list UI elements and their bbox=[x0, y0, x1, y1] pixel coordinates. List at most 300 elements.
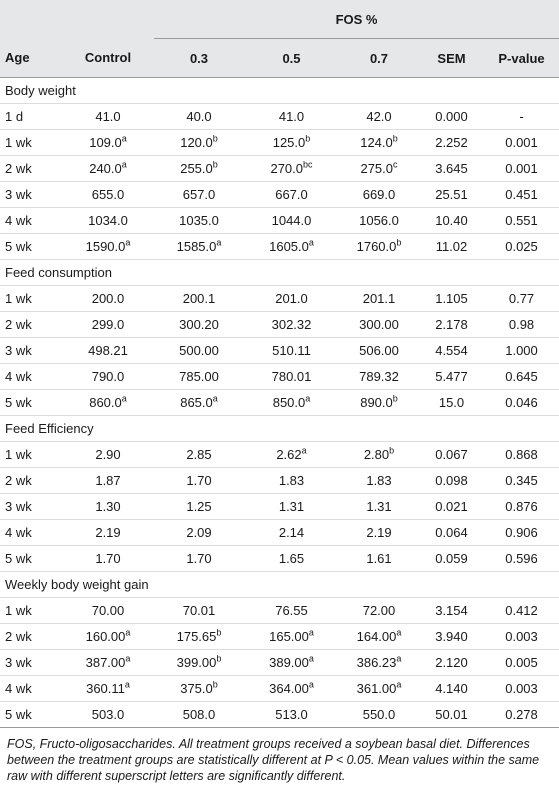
header-spacer bbox=[62, 0, 154, 39]
value-cell bbox=[244, 546, 339, 572]
col-header-sem: SEM bbox=[419, 39, 484, 78]
significance-superscript: a bbox=[396, 627, 402, 638]
cell-value: 785.00 bbox=[179, 369, 219, 384]
sem-cell: 2.120 bbox=[419, 650, 484, 676]
value-cell bbox=[244, 130, 339, 156]
value-cell bbox=[62, 494, 154, 520]
cell-value: 270.0 bbox=[270, 161, 304, 176]
value-cell bbox=[244, 390, 339, 416]
p-value-cell: 0.906 bbox=[484, 520, 559, 546]
table-row bbox=[0, 676, 559, 702]
cell-value: 508.0 bbox=[182, 707, 216, 722]
value-cell bbox=[154, 208, 244, 234]
age-cell: 1 d bbox=[0, 104, 62, 130]
significance-superscript: a bbox=[125, 627, 131, 638]
cell-value: 2.85 bbox=[186, 447, 212, 462]
significance-superscript: a bbox=[125, 237, 131, 248]
cell-value: 1056.0 bbox=[359, 213, 399, 228]
cell-value: 860.0 bbox=[89, 395, 122, 410]
cell-value: 200.0 bbox=[91, 291, 125, 306]
age-cell: 3 wk bbox=[0, 182, 62, 208]
col-header-age: Age bbox=[0, 39, 62, 78]
value-cell bbox=[62, 546, 154, 572]
significance-superscript: a bbox=[396, 679, 402, 690]
sem-cell: 5.477 bbox=[419, 364, 484, 390]
value-cell bbox=[62, 182, 154, 208]
significance-superscript: a bbox=[305, 393, 311, 404]
value-cell bbox=[154, 624, 244, 650]
p-value-cell: 0.77 bbox=[484, 286, 559, 312]
value-cell bbox=[244, 338, 339, 364]
value-cell bbox=[244, 624, 339, 650]
age-cell: 1 wk bbox=[0, 598, 62, 624]
significance-superscript: b bbox=[212, 133, 218, 144]
cell-value: 165.00 bbox=[269, 629, 309, 644]
cell-value: 164.00 bbox=[356, 629, 397, 644]
value-cell bbox=[62, 598, 154, 624]
cell-value: 2.62 bbox=[276, 447, 302, 462]
value-cell bbox=[339, 546, 419, 572]
cell-value: 667.0 bbox=[275, 187, 308, 202]
significance-superscript: a bbox=[308, 653, 314, 664]
cell-value: 655.0 bbox=[91, 187, 125, 202]
cell-value: 41.0 bbox=[278, 109, 305, 124]
value-cell bbox=[244, 676, 339, 702]
sem-cell: 0.059 bbox=[419, 546, 484, 572]
section-title: Weekly body weight gain bbox=[0, 572, 559, 598]
cell-value: 160.00 bbox=[85, 629, 126, 644]
value-cell bbox=[244, 312, 339, 338]
cell-value: 70.01 bbox=[182, 603, 216, 618]
sem-cell: 0.000 bbox=[419, 104, 484, 130]
cell-value: 1.70 bbox=[186, 473, 212, 488]
value-cell bbox=[244, 442, 339, 468]
cell-value: 506.00 bbox=[359, 343, 399, 358]
cell-value: 275.0 bbox=[360, 161, 394, 176]
cell-value: 299.0 bbox=[91, 317, 125, 332]
significance-superscript: b bbox=[216, 653, 222, 664]
table-row bbox=[0, 468, 559, 494]
value-cell bbox=[154, 650, 244, 676]
value-cell bbox=[62, 338, 154, 364]
value-cell bbox=[244, 156, 339, 182]
p-value-cell: - bbox=[484, 104, 559, 130]
table-row bbox=[0, 520, 559, 546]
significance-superscript: b bbox=[396, 237, 402, 248]
significance-superscript: b bbox=[212, 159, 218, 170]
p-value-cell: 0.003 bbox=[484, 624, 559, 650]
table-row bbox=[0, 702, 559, 728]
cell-value: 2.19 bbox=[366, 525, 392, 540]
cell-value: 1035.0 bbox=[179, 213, 219, 228]
significance-superscript: a bbox=[308, 627, 314, 638]
sem-cell: 4.140 bbox=[419, 676, 484, 702]
cell-value: 1.25 bbox=[186, 499, 212, 514]
age-cell: 5 wk bbox=[0, 234, 62, 260]
age-cell: 2 wk bbox=[0, 624, 62, 650]
significance-superscript: a bbox=[216, 237, 222, 248]
value-cell bbox=[154, 390, 244, 416]
table-row bbox=[0, 208, 559, 234]
table-row bbox=[0, 546, 559, 572]
cell-value: 1.65 bbox=[278, 551, 305, 566]
table-row bbox=[0, 338, 559, 364]
sem-cell: 10.40 bbox=[419, 208, 484, 234]
p-value-cell: 0.046 bbox=[484, 390, 559, 416]
cell-value: 2.19 bbox=[95, 525, 121, 540]
value-cell bbox=[244, 598, 339, 624]
cell-value: 109.0 bbox=[89, 135, 122, 150]
sem-cell: 0.098 bbox=[419, 468, 484, 494]
value-cell bbox=[244, 104, 339, 130]
value-cell bbox=[339, 624, 419, 650]
age-cell: 1 wk bbox=[0, 130, 62, 156]
group-header-row bbox=[0, 0, 559, 39]
value-cell bbox=[339, 338, 419, 364]
cell-value: 255.0 bbox=[180, 161, 213, 176]
sem-cell: 15.0 bbox=[419, 390, 484, 416]
cell-value: 1.61 bbox=[366, 551, 392, 566]
value-cell bbox=[154, 702, 244, 728]
cell-value: 1034.0 bbox=[88, 213, 128, 228]
value-cell bbox=[339, 156, 419, 182]
p-value-cell: 0.345 bbox=[484, 468, 559, 494]
value-cell bbox=[154, 494, 244, 520]
value-cell bbox=[154, 520, 244, 546]
value-cell bbox=[154, 156, 244, 182]
significance-superscript: b bbox=[305, 133, 311, 144]
cell-value: 498.21 bbox=[88, 343, 128, 358]
cell-value: 125.0 bbox=[272, 135, 306, 150]
cell-value: 72.00 bbox=[362, 603, 396, 618]
value-cell bbox=[154, 338, 244, 364]
p-value-cell: 0.868 bbox=[484, 442, 559, 468]
significance-superscript: a bbox=[308, 237, 314, 248]
age-cell: 5 wk bbox=[0, 702, 62, 728]
age-cell: 4 wk bbox=[0, 676, 62, 702]
cell-value: 361.00 bbox=[356, 681, 397, 696]
cell-value: 201.1 bbox=[362, 291, 396, 306]
cell-value: 124.0 bbox=[360, 135, 393, 150]
section-header-row bbox=[0, 78, 559, 104]
col-header-p-value: P-value bbox=[484, 39, 559, 78]
cell-value: 2.09 bbox=[186, 525, 212, 540]
significance-superscript: a bbox=[124, 679, 130, 690]
sem-cell: 0.064 bbox=[419, 520, 484, 546]
significance-superscript: a bbox=[308, 679, 314, 690]
significance-superscript: bc bbox=[303, 159, 313, 170]
cell-value: 1.83 bbox=[278, 473, 305, 488]
p-value-cell: 0.451 bbox=[484, 182, 559, 208]
cell-value: 657.0 bbox=[182, 187, 216, 202]
col-header-0-5: 0.5 bbox=[244, 39, 339, 78]
section-title: Feed consumption bbox=[0, 260, 559, 286]
cell-value: 302.32 bbox=[271, 317, 312, 332]
value-cell bbox=[154, 234, 244, 260]
section-title: Body weight bbox=[0, 78, 559, 104]
section-title: Feed Efficiency bbox=[0, 416, 559, 442]
cell-value: 865.0 bbox=[180, 395, 213, 410]
value-cell bbox=[339, 364, 419, 390]
value-cell bbox=[62, 208, 154, 234]
table-row bbox=[0, 156, 559, 182]
sem-cell: 2.178 bbox=[419, 312, 484, 338]
p-value-cell: 0.001 bbox=[484, 156, 559, 182]
value-cell bbox=[339, 390, 419, 416]
age-cell: 5 wk bbox=[0, 390, 62, 416]
sem-cell: 3.645 bbox=[419, 156, 484, 182]
cell-value: 1585.0 bbox=[176, 239, 217, 254]
value-cell bbox=[62, 624, 154, 650]
header-spacer bbox=[0, 0, 62, 39]
value-cell bbox=[62, 650, 154, 676]
table-row bbox=[0, 312, 559, 338]
cell-value: 389.00 bbox=[269, 655, 309, 670]
table-body bbox=[0, 78, 559, 728]
value-cell bbox=[339, 650, 419, 676]
value-cell bbox=[62, 702, 154, 728]
value-cell bbox=[62, 130, 154, 156]
cell-value: 360.11 bbox=[86, 681, 125, 696]
value-cell bbox=[244, 650, 339, 676]
table-row bbox=[0, 130, 559, 156]
value-cell bbox=[244, 364, 339, 390]
significance-superscript: a bbox=[121, 159, 127, 170]
cell-value: 364.00 bbox=[269, 681, 309, 696]
cell-value: 2.80 bbox=[363, 447, 390, 462]
value-cell bbox=[244, 494, 339, 520]
cell-value: 201.0 bbox=[275, 291, 308, 306]
value-cell bbox=[154, 546, 244, 572]
significance-superscript: b bbox=[212, 679, 218, 690]
significance-superscript: a bbox=[125, 653, 131, 664]
value-cell bbox=[154, 468, 244, 494]
p-value-cell: 0.025 bbox=[484, 234, 559, 260]
column-header-row bbox=[0, 39, 559, 78]
value-cell bbox=[339, 312, 419, 338]
table-row bbox=[0, 442, 559, 468]
value-cell bbox=[62, 104, 154, 130]
cell-value: 890.0 bbox=[360, 395, 393, 410]
p-value-cell: 0.551 bbox=[484, 208, 559, 234]
sem-cell: 3.154 bbox=[419, 598, 484, 624]
sem-cell: 3.940 bbox=[419, 624, 484, 650]
sem-cell: 50.01 bbox=[419, 702, 484, 728]
p-value-cell: 1.000 bbox=[484, 338, 559, 364]
cell-value: 300.00 bbox=[359, 317, 399, 332]
value-cell bbox=[339, 234, 419, 260]
cell-value: 386.23 bbox=[356, 655, 397, 670]
value-cell bbox=[154, 104, 244, 130]
table-row bbox=[0, 234, 559, 260]
cell-value: 1760.0 bbox=[356, 239, 397, 254]
cell-value: 510.11 bbox=[272, 343, 311, 358]
cell-value: 1.31 bbox=[366, 499, 392, 514]
age-cell: 4 wk bbox=[0, 364, 62, 390]
age-cell: 2 wk bbox=[0, 156, 62, 182]
value-cell bbox=[154, 182, 244, 208]
value-cell bbox=[62, 442, 154, 468]
value-cell bbox=[339, 104, 419, 130]
sem-cell: 4.554 bbox=[419, 338, 484, 364]
table-footnote: FOS, Fructo-oligosaccharides. All treatment groups received a soybean basal diet. Differences between the treatment groups are statistically different at P < 0.05. Mean values within the same raw with different superscript letters are significantly different. bbox=[7, 737, 540, 783]
cell-value: 300.20 bbox=[179, 317, 219, 332]
section-header-row bbox=[0, 416, 559, 442]
table-row bbox=[0, 182, 559, 208]
p-value-cell: 0.412 bbox=[484, 598, 559, 624]
cell-value: 1.30 bbox=[95, 499, 121, 514]
significance-superscript: a bbox=[121, 133, 127, 144]
cell-value: 200.1 bbox=[182, 291, 216, 306]
value-cell bbox=[339, 286, 419, 312]
age-cell: 3 wk bbox=[0, 650, 62, 676]
significance-superscript: b bbox=[216, 627, 222, 638]
cell-value: 76.55 bbox=[275, 603, 308, 618]
table-row bbox=[0, 390, 559, 416]
p-value-cell: 0.005 bbox=[484, 650, 559, 676]
cell-value: 1605.0 bbox=[269, 239, 309, 254]
age-cell: 5 wk bbox=[0, 546, 62, 572]
col-header-0-7: 0.7 bbox=[339, 39, 419, 78]
cell-value: 790.0 bbox=[91, 369, 125, 384]
age-cell: 1 wk bbox=[0, 286, 62, 312]
table-row bbox=[0, 286, 559, 312]
value-cell bbox=[62, 234, 154, 260]
age-cell: 1 wk bbox=[0, 442, 62, 468]
value-cell bbox=[339, 598, 419, 624]
value-cell bbox=[154, 598, 244, 624]
significance-superscript: b bbox=[392, 393, 398, 404]
value-cell bbox=[339, 442, 419, 468]
significance-superscript: a bbox=[121, 393, 127, 404]
value-cell bbox=[154, 676, 244, 702]
age-cell: 4 wk bbox=[0, 208, 62, 234]
table-row bbox=[0, 598, 559, 624]
value-cell bbox=[244, 286, 339, 312]
cell-value: 550.0 bbox=[362, 707, 396, 722]
value-cell bbox=[62, 286, 154, 312]
p-value-cell: 0.278 bbox=[484, 702, 559, 728]
table-row bbox=[0, 494, 559, 520]
cell-value: 387.00 bbox=[85, 655, 126, 670]
value-cell bbox=[339, 676, 419, 702]
value-cell bbox=[62, 390, 154, 416]
p-value-cell: 0.876 bbox=[484, 494, 559, 520]
significance-superscript: a bbox=[396, 653, 402, 664]
table-row bbox=[0, 104, 559, 130]
value-cell bbox=[244, 520, 339, 546]
significance-superscript: c bbox=[393, 159, 398, 170]
value-cell bbox=[154, 442, 244, 468]
sem-cell: 0.021 bbox=[419, 494, 484, 520]
age-cell: 4 wk bbox=[0, 520, 62, 546]
cell-value: 2.14 bbox=[278, 525, 305, 540]
cell-value: 1.70 bbox=[186, 551, 212, 566]
value-cell bbox=[339, 208, 419, 234]
p-value-cell: 0.596 bbox=[484, 546, 559, 572]
value-cell bbox=[339, 520, 419, 546]
cell-value: 70.00 bbox=[91, 603, 125, 618]
value-cell bbox=[62, 676, 154, 702]
value-cell bbox=[244, 208, 339, 234]
cell-value: 1.31 bbox=[278, 499, 305, 514]
cell-value: 1.83 bbox=[366, 473, 392, 488]
p-value-cell: 0.001 bbox=[484, 130, 559, 156]
cell-value: 375.0 bbox=[180, 681, 213, 696]
sem-cell: 11.02 bbox=[419, 234, 484, 260]
value-cell bbox=[62, 468, 154, 494]
table-row bbox=[0, 624, 559, 650]
cell-value: 240.0 bbox=[89, 161, 122, 176]
cell-value: 789.32 bbox=[359, 369, 399, 384]
age-cell: 2 wk bbox=[0, 312, 62, 338]
significance-superscript: b bbox=[392, 133, 398, 144]
cell-value: 399.00 bbox=[176, 655, 217, 670]
significance-superscript: a bbox=[301, 445, 307, 456]
value-cell bbox=[154, 286, 244, 312]
value-cell bbox=[339, 494, 419, 520]
cell-value: 1590.0 bbox=[85, 239, 126, 254]
cell-value: 1.70 bbox=[95, 551, 121, 566]
sem-cell: 25.51 bbox=[419, 182, 484, 208]
section-header-row bbox=[0, 572, 559, 598]
cell-value: 669.0 bbox=[362, 187, 396, 202]
value-cell bbox=[339, 468, 419, 494]
significance-superscript: a bbox=[212, 393, 218, 404]
cell-value: 513.0 bbox=[275, 707, 308, 722]
table-row bbox=[0, 650, 559, 676]
age-cell: 2 wk bbox=[0, 468, 62, 494]
value-cell bbox=[62, 312, 154, 338]
table-row bbox=[0, 364, 559, 390]
value-cell bbox=[339, 130, 419, 156]
col-header-control: Control bbox=[62, 39, 154, 78]
value-cell bbox=[339, 182, 419, 208]
value-cell bbox=[154, 130, 244, 156]
section-header-row bbox=[0, 260, 559, 286]
value-cell bbox=[154, 312, 244, 338]
age-cell: 3 wk bbox=[0, 494, 62, 520]
col-header-0-3: 0.3 bbox=[154, 39, 244, 78]
cell-value: 1.87 bbox=[95, 473, 121, 488]
p-value-cell: 0.98 bbox=[484, 312, 559, 338]
cell-value: 780.01 bbox=[271, 369, 312, 384]
cell-value: 500.00 bbox=[179, 343, 219, 358]
sem-cell: 1.105 bbox=[419, 286, 484, 312]
cell-value: 42.0 bbox=[366, 109, 392, 124]
value-cell bbox=[244, 234, 339, 260]
significance-superscript: b bbox=[389, 445, 395, 456]
value-cell bbox=[62, 520, 154, 546]
value-cell bbox=[62, 156, 154, 182]
cell-value: 41.0 bbox=[95, 109, 121, 124]
cell-value: 850.0 bbox=[272, 395, 306, 410]
cell-value: 120.0 bbox=[180, 135, 213, 150]
cell-value: 40.0 bbox=[186, 109, 212, 124]
age-cell: 3 wk bbox=[0, 338, 62, 364]
p-value-cell: 0.645 bbox=[484, 364, 559, 390]
sem-cell: 2.252 bbox=[419, 130, 484, 156]
cell-value: 1044.0 bbox=[271, 213, 312, 228]
sem-cell: 0.067 bbox=[419, 442, 484, 468]
cell-value: 2.90 bbox=[95, 447, 121, 462]
value-cell bbox=[154, 364, 244, 390]
value-cell bbox=[244, 468, 339, 494]
value-cell bbox=[339, 702, 419, 728]
cell-value: 503.0 bbox=[91, 707, 125, 722]
value-cell bbox=[62, 364, 154, 390]
value-cell bbox=[244, 182, 339, 208]
